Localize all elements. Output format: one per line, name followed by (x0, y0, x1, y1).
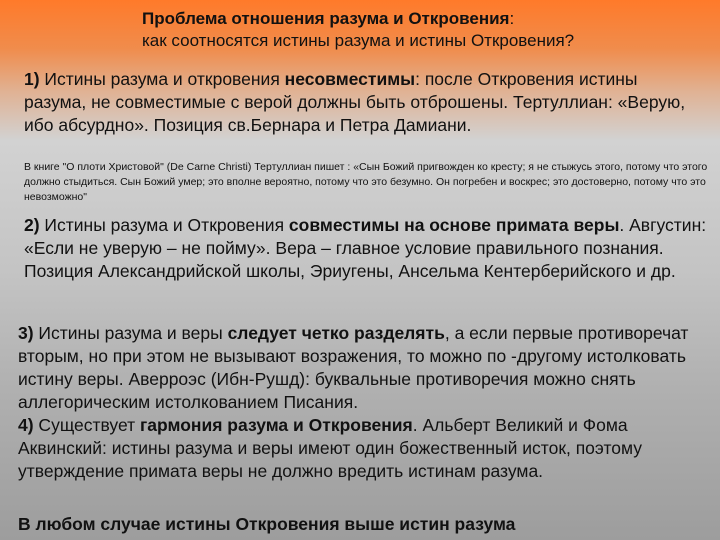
point-4-number: 4) (18, 415, 34, 435)
slide-title (142, 8, 574, 52)
point-1-emphasis: несовместимы (284, 69, 416, 89)
point-3-text-c: , а если первые противоречат вторым, но при этом не вызывают возражения, то можно по -другому истолковать истину веры. Аверроэс (Ибн-Рушд): буквальные противоречия можно снять аллегорическим истолкованием Писания. (18, 323, 689, 412)
point-1 (24, 68, 704, 137)
point-2-emphasis: совместимы на основе примата веры (288, 215, 620, 235)
point-2-text-c: . Августин: «Если не уверую – не пойму». Вера – главное условие правильного познания. Позиция Александрийской школы, Эриугены, Ансельма Кентерберийского и др. (24, 215, 707, 281)
point-1-text-c: : после Откровения истины разума, не совместимые с верой должны быть отброшены. Тертуллиан: «Верую, ибо абсурдно». Позиция св.Бернара и Петра Дамиани. (24, 69, 686, 135)
title-line-1 (142, 8, 574, 30)
points-3-4 (18, 322, 716, 483)
point-2 (24, 214, 714, 283)
title-colon: : (509, 9, 515, 28)
conclusion: В любом случае истины Откровения выше истин разума (18, 514, 516, 534)
point-3-number: 3) (18, 323, 34, 343)
point-2-text-a: Истины разума и Откровения (39, 215, 289, 235)
title-bold: Проблема отношения разума и Откровения (142, 9, 510, 28)
point-3-emphasis: следует четко разделять (227, 323, 445, 343)
point-2-number: 2) (24, 215, 40, 235)
point-4-emphasis: гармония разума и Откровения (140, 415, 413, 435)
title-line-2: как соотносятся истины разума и истины Откровения? (142, 31, 575, 50)
point-4-text-a: Существует (33, 415, 141, 435)
point-3-text-a: Истины разума и веры (33, 323, 228, 343)
point-3 (18, 322, 716, 414)
point-4 (18, 414, 716, 483)
point-1-text-a: Истины разума и откровения (39, 69, 285, 89)
tertullian-quote: В книге "О плоти Христовой" (De Carne Christi) Тертуллиан пишет : «Сын Божий пригвожден ко кресту; я не стыжусь этого, потому что этого должно стыдиться. Сын Божий умер; это вполне вероятно, потому что это безумно. Он погребен и воскрес; это достоверно, потому что это невозможно" (24, 161, 708, 203)
point-1-number: 1) (24, 69, 40, 89)
point-4-text-c: . Альберт Великий и Фома Аквинский: истины разума и веры имеют один божественный исток, поэтому утверждение примата веры не должно вредить истинам разума. (18, 415, 642, 481)
